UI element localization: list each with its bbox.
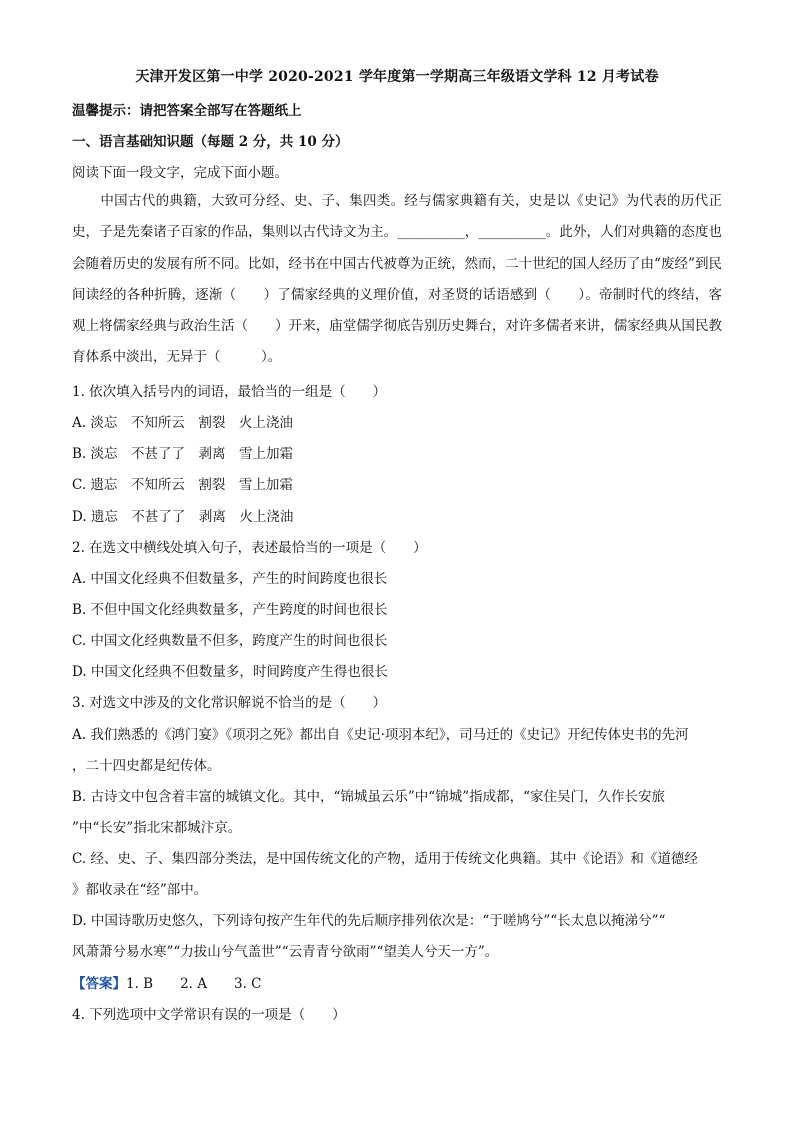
answer-text: 1. B 2. A 3. C xyxy=(126,976,262,992)
question-2-option-b: B. 不但中国文化经典数量多，产生跨度的时间也很长 xyxy=(72,602,388,618)
question-2-option-d: D. 中国文化经典不但数量多，时间跨度产生得也很长 xyxy=(72,664,388,680)
question-1-option-b: B. 淡忘 不甚了了 剥离 雪上加霜 xyxy=(72,446,294,462)
answer-line xyxy=(72,972,262,992)
section-heading: 一、语言基础知识题（每题 2 分，共 10 分） xyxy=(72,134,349,150)
question-3-option-d-line1: D. 中国诗歌历史悠久，下列诗句按产生年代的先后顺序排列依次是：“于嗟鸠兮”“长太息以掩涕兮”“ xyxy=(72,913,666,929)
question-2-option-c: C. 中国文化经典数量不但多，跨度产生的时间也很长 xyxy=(72,633,388,649)
question-3-option-a-line1: A. 我们熟悉的《鸿门宴》《项羽之死》都出自《史记·项羽本纪》，司马迁的《史记》开纪传体史书的先河 xyxy=(72,727,689,743)
question-3-option-b-line1: B. 古诗文中包含着丰富的城镇文化。其中，“锦城虽云乐”中“锦城”指成都，“家住吴门，久作长安旅 xyxy=(72,789,666,805)
tip-text: 温馨提示：请把答案全部写在答题纸上 xyxy=(72,103,302,119)
question-3-option-a-line2: ，二十四史都是纪传体。 xyxy=(72,758,221,774)
question-3-option-c-line2: 》都收录在“经”部中。 xyxy=(72,882,208,898)
question-1-stem: 1. 依次填入括号内的词语，最恰当的一组是（ ） xyxy=(72,384,387,400)
exam-title: 天津开发区第一中学 2020-2021 学年度第一学期高三年级语文学科 12 月考试卷 xyxy=(135,69,659,85)
question-3-option-b-line2: ”中“长安”指北宋都城汴京。 xyxy=(72,820,242,836)
reading-instruction: 阅读下面一段文字，完成下面小题。 xyxy=(72,165,288,181)
reading-passage xyxy=(72,186,722,374)
question-3-option-c-line1: C. 经、史、子、集四部分类法，是中国传统文化的产物，适用于传统文化典籍。其中《论语》和《道德经 xyxy=(72,851,698,867)
question-1-option-d: D. 遗忘 不甚了了 剥离 火上浇油 xyxy=(72,509,294,525)
question-3-option-d-line2: 风萧萧兮易水寒”“力拔山兮气盖世”“云青青兮欲雨”“望美人兮天一方”。 xyxy=(72,944,499,960)
question-3-stem: 3. 对选文中涉及的文化常识解说不恰当的是（ ） xyxy=(72,695,387,711)
passage-text: 中国古代的典籍，大致可分经、史、子、集四类。经与儒家典籍有关，史是以《史记》为代表的历代正史，子是先秦诸子百家的作品，集则以古代诗文为主。__________，__________。此外，人们对典籍的态度也会随着历史的发展有所不同。比如，经书在中国古代被尊为正统，然而，二十世纪的国人经历了由“废经”到民间读经的各种折腾，逐渐（ ）了儒家经典的义理价值，对圣贤的话语感到（ ）。帝制时代的终结，客观上将儒家经典与政治生活（ ）开来，庙堂儒学彻底告别历史舞台，对许多儒者来讲，儒家经典从国民教育体系中淡出，无异于（ ）。 xyxy=(72,193,722,366)
question-1-option-c: C. 遗忘 不知所云 割裂 雪上加霜 xyxy=(72,477,293,493)
question-1-option-a: A. 淡忘 不知所云 割裂 火上浇油 xyxy=(72,415,293,431)
question-2-option-a: A. 中国文化经典不但数量多，产生的时间跨度也很长 xyxy=(72,571,388,587)
question-4-stem: 4. 下列选项中文学常识有误的一项是（ ） xyxy=(72,1007,346,1023)
answer-label: 【答案】 xyxy=(72,976,126,992)
question-2-stem: 2. 在选文中横线处填入句子，表述最恰当的一项是（ ） xyxy=(72,540,427,556)
